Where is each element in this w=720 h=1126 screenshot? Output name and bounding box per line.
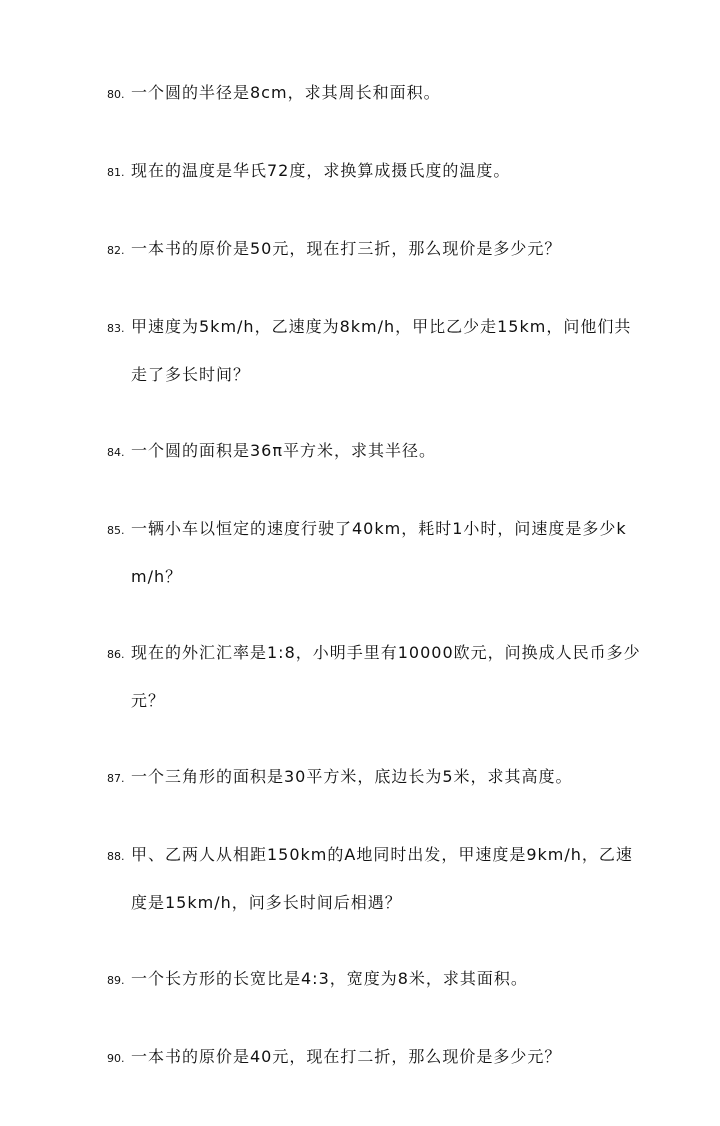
problem-number: 87.: [107, 772, 125, 785]
problem-text: 一本书的原价是40元，现在打二折，那么现价是多少元？: [131, 1047, 562, 1066]
problem-item: [107, 520, 647, 616]
problem-number: 80.: [107, 88, 125, 101]
problem-number: 83.: [107, 322, 125, 335]
problem-text: 一个三角形的面积是30平方米，底边长为5米，求其高度。: [131, 767, 573, 786]
problem-number: 89.: [107, 974, 125, 987]
problem-item: [107, 240, 647, 290]
problem-number: 90.: [107, 1052, 125, 1065]
problem-item: [107, 318, 647, 414]
problem-text: 一个圆的面积是36π平方米，求其半径。: [131, 441, 436, 460]
problem-item: [107, 162, 647, 212]
problem-item: [107, 1048, 647, 1098]
problem-text: 一个圆的半径是8cm，求其周长和面积。: [131, 83, 441, 102]
problem-item: [107, 442, 647, 492]
problem-text: 一本书的原价是50元，现在打三折，那么现价是多少元？: [131, 239, 562, 258]
problem-number: 84.: [107, 446, 125, 459]
problem-text: 甲、乙两人从相距150km的A地同时出发，甲速度是9km/h，乙速度是15km/h，问多长时间后相遇？: [131, 845, 633, 912]
problem-number: 85.: [107, 524, 125, 537]
problem-item: [107, 846, 647, 942]
problem-number: 86.: [107, 648, 125, 661]
problem-text: 现在的外汇汇率是1:8，小明手里有10000欧元，问换成人民币多少元？: [131, 643, 641, 710]
problem-number: 82.: [107, 244, 125, 257]
problem-item: [107, 84, 647, 134]
problem-text: 甲速度为5km/h，乙速度为8km/h，甲比乙少走15km，问他们共走了多长时间？: [131, 317, 632, 384]
problem-item: [107, 644, 647, 740]
problem-number: 88.: [107, 850, 125, 863]
problem-list: [107, 84, 647, 1126]
problem-text: 一辆小车以恒定的速度行驶了40km，耗时1小时，问速度是多少km/h？: [131, 519, 627, 586]
problem-text: 一个长方形的长宽比是4:3，宽度为8米，求其面积。: [131, 969, 528, 988]
problem-item: [107, 768, 647, 818]
problem-item: [107, 970, 647, 1020]
problem-text: 现在的温度是华氏72度，求换算成摄氏度的温度。: [131, 161, 511, 180]
problem-number: 81.: [107, 166, 125, 179]
